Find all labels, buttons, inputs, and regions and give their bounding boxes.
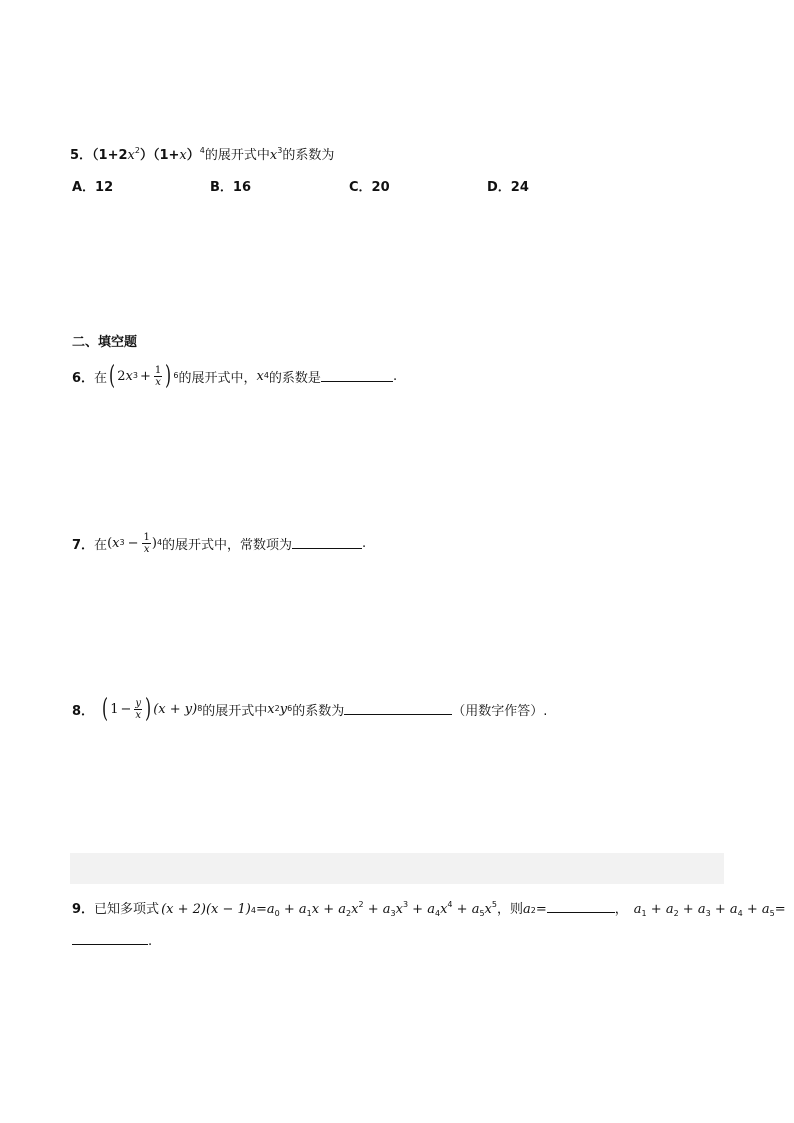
question-9-line2: . <box>72 934 152 949</box>
answer-blank[interactable] <box>321 371 393 382</box>
polynomial-rhs <box>267 902 497 917</box>
sum-term: $a_5$ <box>761 902 775 918</box>
choice-d: D．24 <box>487 180 529 195</box>
question-7: 7． 在 ( x 3 − $\frac{1}{x}$ ) 4 的展开式中，常数项为 . <box>72 531 367 555</box>
plus-sign: + <box>678 902 698 917</box>
answer-blank[interactable] <box>344 704 452 715</box>
question-number: 5． <box>70 148 93 163</box>
left-paren: ( <box>109 361 116 391</box>
polynomial-term: $a_2x^2$ <box>338 900 364 918</box>
sum-term: $a_1$ <box>633 902 647 918</box>
section-title: 二、填空题 <box>72 335 138 350</box>
question-number: 8． <box>72 703 95 719</box>
plus-sign: + <box>742 902 762 917</box>
answer-blank-a2[interactable] <box>547 902 615 913</box>
choice-c: C．20 <box>349 180 390 195</box>
fraction: $\frac{1}{x}$ <box>143 531 150 555</box>
sum-term: $a_2$ <box>665 902 679 918</box>
question-number: 6． <box>72 370 95 386</box>
question-number: 7． <box>72 537 95 553</box>
left-paren: ( <box>102 694 109 724</box>
answer-blank-sum[interactable] <box>72 934 148 945</box>
choice-b: B．16 <box>210 180 251 195</box>
sum-term: $a_3$ <box>697 902 711 918</box>
fraction: $\frac{y}{x}$ <box>135 697 142 721</box>
gray-band <box>70 853 724 884</box>
fraction: $\frac{1}{x}$ <box>154 364 162 388</box>
question-number: 9． <box>72 902 95 917</box>
plus-sign: + <box>452 902 472 917</box>
polynomial-term: $a_4x^4$ <box>427 900 453 918</box>
plus-sign: + <box>710 902 730 917</box>
plus-sign: + <box>319 902 339 917</box>
question-9: 9． 已知多项式 (x + 2)(x − 1) 4 = $a_0 + a_1x + a_2x^2 + a_3x^3 + a_4x^4 + a_5x^5$ ，则 a 2 = ， $a_1 + a_2 + a_3 + a_4 + a_5$ = <box>72 900 786 918</box>
right-paren: ) <box>165 361 172 391</box>
answer-blank[interactable] <box>292 538 362 549</box>
coefficient-sum <box>634 902 775 917</box>
polynomial-term: $a_1x$ <box>298 902 320 918</box>
question-6: 6． 在 ( 2 x 3 + $\frac{1}{x}$ ) 6 的展开式中， x 4 的系数是 . <box>72 361 398 391</box>
question-8: 8． ( 1 − $\frac{y}{x}$ ) (x + y) 8 的展开式中 x 2 y 6 的系数为 （用数字作答）. <box>72 694 548 724</box>
plus-sign: + <box>363 902 383 917</box>
plus-sign: + <box>646 902 666 917</box>
polynomial-term: $a_5x^5$ <box>471 900 497 918</box>
polynomial-term: $a_0$ <box>266 902 280 918</box>
sum-term: $a_4$ <box>729 902 743 918</box>
plus-sign: + <box>279 902 299 917</box>
plus-sign: + <box>408 902 428 917</box>
polynomial-term: $a_3x^3$ <box>382 900 409 918</box>
choice-a: A．12 <box>72 180 114 195</box>
question-5: 5．$(1+2x^2)(1+x)^4$的展开式中$x^3$的系数为 <box>70 146 335 163</box>
right-paren: ) <box>145 694 152 724</box>
